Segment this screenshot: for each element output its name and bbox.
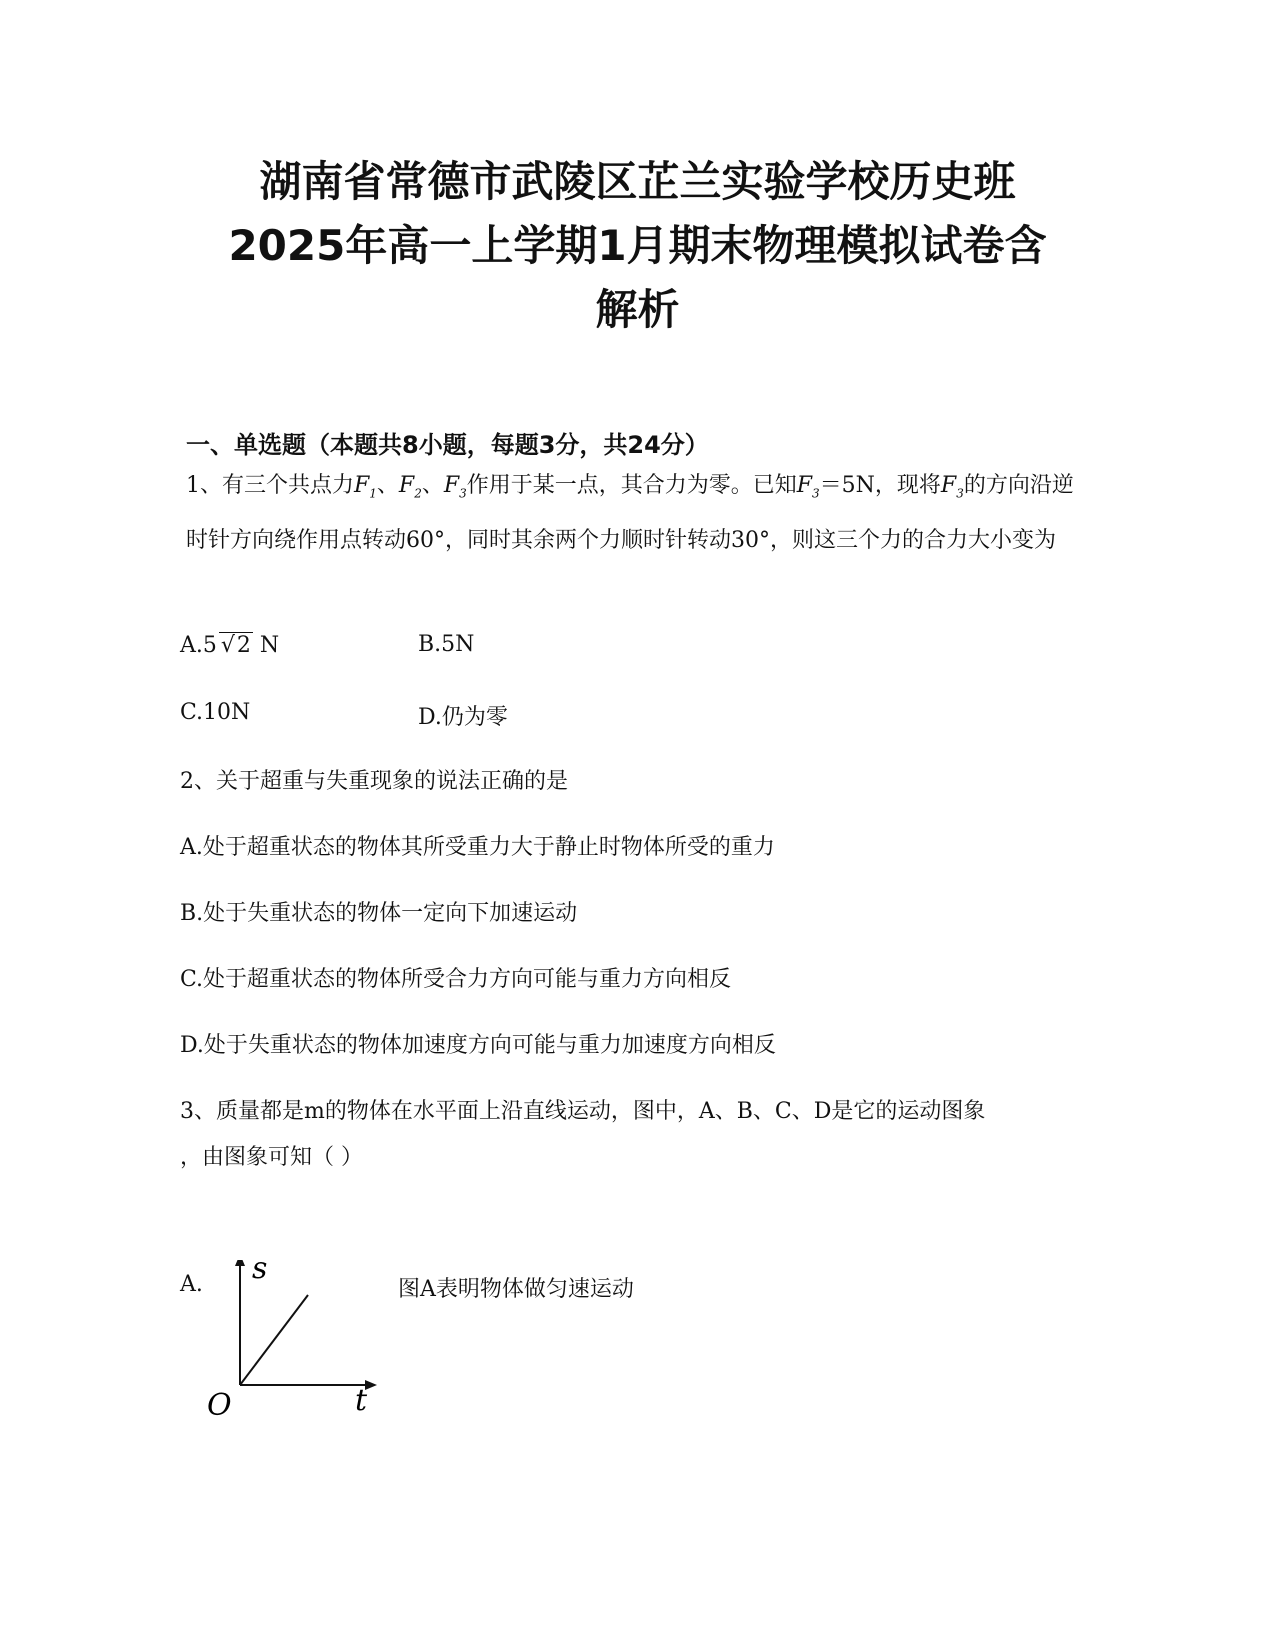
exam-title <box>150 150 1125 342</box>
question-3-stem-line-2: ，由图象可知（ ） <box>180 1145 363 1170</box>
section-heading: 一、单选题（本题共8小题，每题3分，共24分） <box>186 431 709 459</box>
x-axis-label: t <box>355 1383 368 1418</box>
q3-option-a-label: A. <box>180 1272 203 1297</box>
q1-option-c: C.10N <box>180 700 251 725</box>
q1-sep-1: 、 <box>376 473 399 498</box>
q2-option-c: C.处于超重状态的物体所受合力方向可能与重力方向相反 <box>180 967 732 992</box>
force-f2: $F_2$ <box>398 473 422 501</box>
y-axis-label: s <box>252 1260 268 1286</box>
q1-text-2: 作用于某一点，其合力为零。已知 <box>466 473 797 498</box>
q2-option-d: D.处于失重状态的物体加速度方向可能与重力加速度方向相反 <box>180 1033 776 1058</box>
q3-option-a-text: 图A表明物体做匀速运动 <box>398 1277 634 1302</box>
q1-text-4: 的方向沿逆时针方向绕作用点转动60°，同时其余两个力顺时针转动30°，则这三个力的合力大小变为 <box>186 473 1074 554</box>
sqrt-symbol: √ <box>220 633 235 658</box>
force-f3-rotate: $F_3$ <box>940 473 964 501</box>
q1-sep-2: 、 <box>421 473 444 498</box>
y-axis-arrow <box>235 1260 245 1266</box>
question-2-stem: 2、关于超重与失重现象的说法正确的是 <box>180 769 568 794</box>
origin-label: O <box>207 1388 232 1420</box>
force-f3: $F_3$ <box>443 473 467 501</box>
s-t-line <box>240 1295 308 1385</box>
q1-text-1: 1、有三个共点力 <box>186 473 354 498</box>
title-line-1: 湖南省常德市武陵区芷兰实验学校历史班 <box>259 157 1016 206</box>
question-1-stem <box>186 462 1086 565</box>
q2-option-a: A.处于超重状态的物体其所受重力大于静止时物体所受的重力 <box>180 835 775 860</box>
q1-option-a: A.5 √2 N <box>180 633 280 658</box>
q1-text-3: ＝5N，现将 <box>819 473 941 498</box>
q1-option-d: D.仍为零 <box>418 705 508 730</box>
title-line-3: 解析 <box>595 285 680 334</box>
q1-option-b: B.5N <box>418 632 475 657</box>
st-graph <box>205 1260 385 1420</box>
question-3-stem-line-1: 3、质量都是m的物体在水平面上沿直线运动，图中，A、B、C、D是它的运动图象 <box>180 1099 986 1124</box>
force-f3-known: $F_3$ <box>796 473 820 501</box>
force-f1: $F_1$ <box>354 473 377 501</box>
q2-option-b: B.处于失重状态的物体一定向下加速运动 <box>180 901 578 926</box>
title-line-2: 2025年高一上学期1月期末物理模拟试卷含 <box>228 221 1047 270</box>
